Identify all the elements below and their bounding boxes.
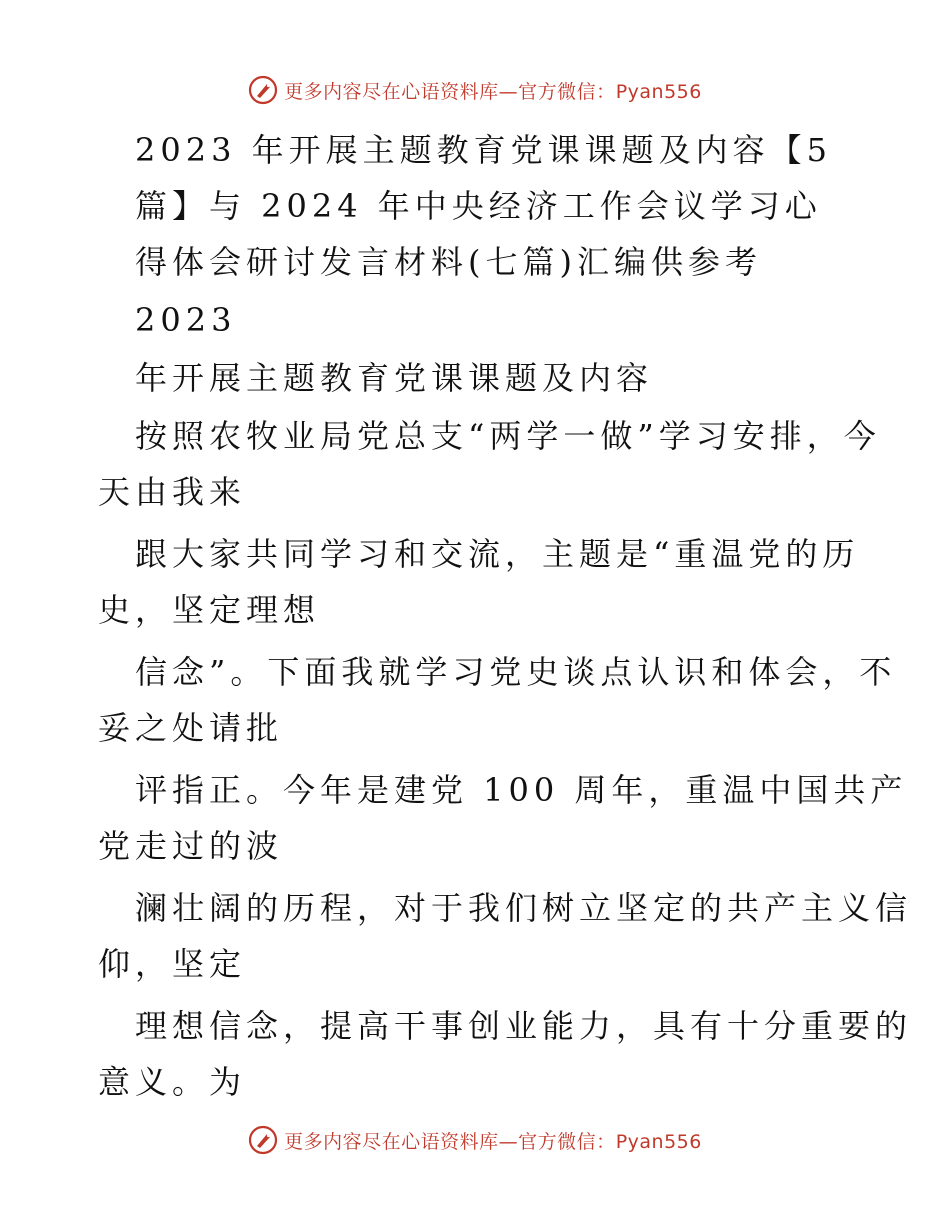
paragraph-line: 理想信念，提高干事创业能力，具有十分重要的 (135, 1007, 913, 1045)
title-line-1: 2023 年开展主题教育党课课题及内容【5 (135, 131, 832, 169)
paragraph-line: 意义。为 (98, 1063, 247, 1101)
title-line-2: 篇】与 2024 年中央经济工作会议学习心 (135, 187, 822, 225)
watermark-text (284, 77, 702, 104)
watermark-text (284, 1127, 702, 1154)
watermark-banner-top (0, 70, 950, 110)
paragraph-line: 天由我来 (98, 473, 247, 511)
heading-year: 2023 (135, 301, 237, 339)
paragraph-line: 仰，坚定 (98, 945, 247, 983)
paragraph-line: 评指正。今年是建党 100 周年，重温中国共产 (135, 771, 908, 809)
watermark-handle: Pyan556 (615, 80, 702, 103)
paragraph-line: 按照农牧业局党总支“两学一做”学习安排，今 (135, 417, 881, 455)
watermark-main: 更多内容尽在心语资料库 (284, 1130, 499, 1153)
watermark-banner-bottom (0, 1120, 950, 1160)
paragraph-line: 妥之处请批 (98, 709, 284, 747)
paragraph-line: 澜壮阔的历程，对于我们树立坚定的共产主义信 (135, 889, 913, 927)
watermark-label: 官方微信： (518, 80, 616, 103)
pen-nib-icon (248, 75, 278, 105)
watermark-main: 更多内容尽在心语资料库 (284, 80, 499, 103)
heading-title: 年开展主题教育党课课题及内容 (135, 359, 654, 397)
paragraph-line: 跟大家共同学习和交流，主题是“重温党的历 (135, 535, 860, 573)
title-line-3: 得体会研讨发言材料(七篇)汇编供参考 (135, 243, 762, 281)
paragraph-line: 党走过的波 (98, 827, 284, 865)
watermark-handle: Pyan556 (615, 1130, 702, 1153)
watermark-dash: — (498, 1130, 519, 1153)
paragraph-line: 史，坚定理想 (98, 591, 321, 629)
paragraph-line: 信念”。下面我就学习党史谈点认识和体会，不 (135, 653, 897, 691)
watermark-dash: — (498, 80, 519, 103)
watermark-label: 官方微信： (518, 1130, 616, 1153)
pen-nib-icon (248, 1125, 278, 1155)
